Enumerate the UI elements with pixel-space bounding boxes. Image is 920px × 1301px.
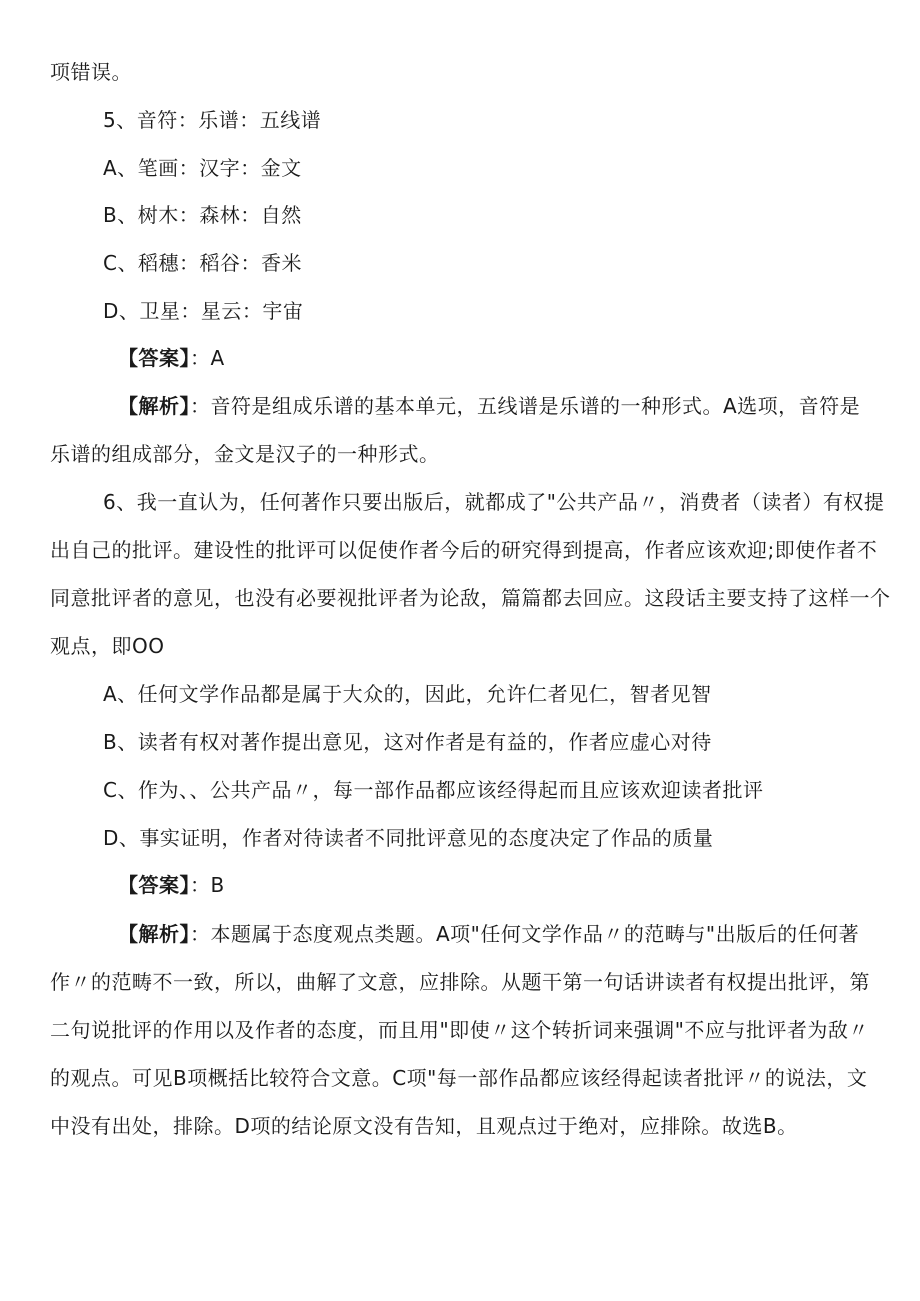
q6-answer [118,873,225,897]
q6-analysis-text-1: ：本题属于态度观点类题。A项"任何文学作品〃的范畴与"出版后的任何著 [190,922,860,946]
q6-analysis-line-2: 作〃的范畴不一致，所以，曲解了文意，应排除。从题干第一句话讲读者有权提出批评，第 [50,970,870,994]
q6-analysis-line-5: 中没有出处，排除。D项的结论原文没有告知，且观点过于绝对，应排除。故选B。 [50,1114,798,1138]
q5-analysis-text-1: ：音符是组成乐谱的基本单元，五线谱是乐谱的一种形式。A选项，音符是 [190,394,861,418]
q5-analysis-line-1 [118,394,860,418]
q6-stem-line-2: 出自己的批评。建设性的批评可以促使作者今后的研究得到提高，作者应该欢迎;即使作者不 [50,538,878,562]
q5-option-b: B、树木：森林：自然 [103,203,302,227]
q5-answer-label: 【答案】 [118,346,190,370]
q6-analysis-label: 【解析】 [118,922,190,946]
q5-option-d: D、卫星：星云：宇宙 [103,299,304,323]
q5-answer [118,346,225,370]
q5-analysis-line-2: 乐谱的组成部分，金文是汉子的一种形式。 [50,442,440,466]
q6-option-a: A、任何文学作品都是属于大众的，因此，允许仁者见仁，智者见智 [103,682,712,706]
q5-answer-value: ：A [190,346,225,370]
q4-tail-text: 项错误。 [50,60,132,84]
q6-stem-line-1: 6、我一直认为，任何著作只要出版后，就都成了"公共产品〃，消费者（读者）有权提 [103,490,885,514]
q6-stem-line-3: 同意批评者的意见，也没有必要视批评者为论敌，篇篇都去回应。这段话主要支持了这样一个 [50,586,891,610]
q6-option-d: D、事实证明，作者对待读者不同批评意见的态度决定了作品的质量 [103,826,714,850]
q6-option-c: C、作为、、公共产品〃，每一部作品都应该经得起而且应该欢迎读者批评 [103,778,764,802]
q5-option-c: C、稻穗：稻谷：香米 [103,251,302,275]
q6-option-b: B、读者有权对著作提出意见，这对作者是有益的，作者应虚心对待 [103,730,712,754]
q5-option-a: A、笔画：汉字：金文 [103,156,302,180]
q6-analysis-line-3: 二句说批评的作用以及作者的态度，而且用"即使〃这个转折词来强调"不应与批评者为敌〃 [50,1018,869,1042]
q5-analysis-label: 【解析】 [118,394,190,418]
q5-stem: 5、音符：乐谱：五线谱 [103,108,322,132]
q6-analysis-line-4: 的观点。可见B项概括比较符合文意。C项"每一部作品都应该经得起读者批评〃的说法，文 [50,1066,868,1090]
q6-answer-label: 【答案】 [118,873,190,897]
q6-answer-value: ：B [190,873,225,897]
q6-analysis-line-1 [118,922,859,946]
q6-stem-line-4: 观点，即OO [50,634,165,658]
